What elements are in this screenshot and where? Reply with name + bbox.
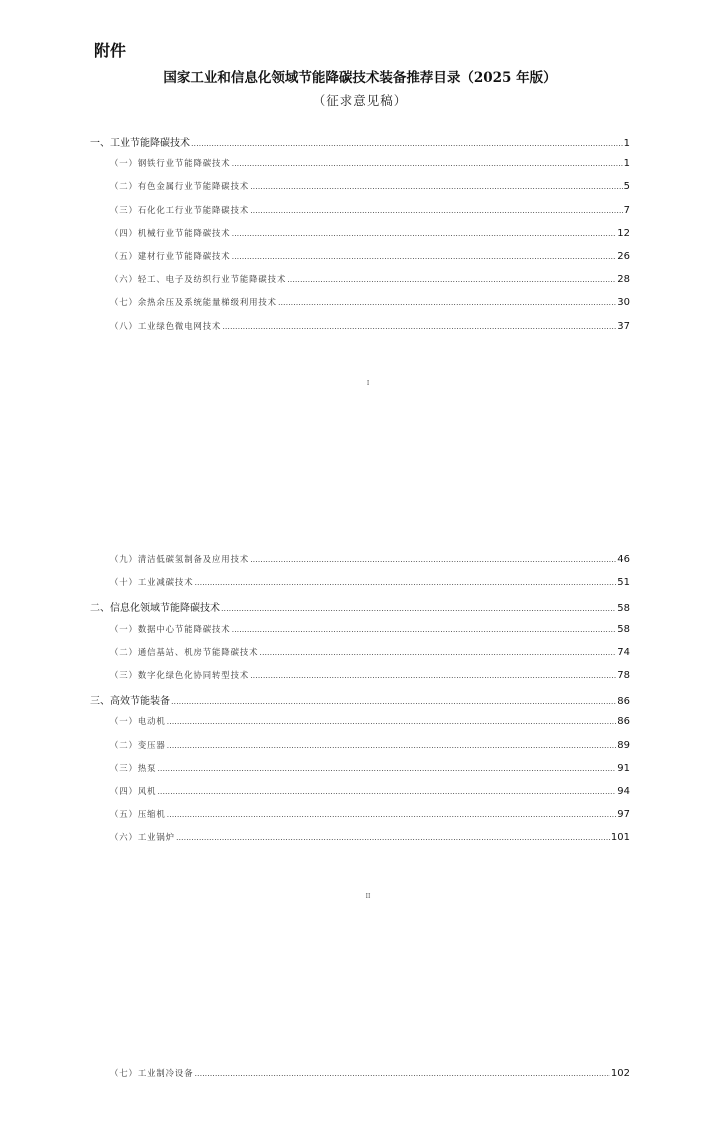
toc-entry[interactable] [90,669,630,692]
toc-entry-page: 89 [617,739,630,751]
toc-leader-dots [176,833,610,842]
toc-entry[interactable] [90,599,630,622]
toc-entry[interactable] [90,227,630,250]
toc-entry-label: （三）石化化工行业节能降碳技术 [110,204,250,215]
toc-entry-page: 94 [617,785,630,797]
toc-entry[interactable] [90,715,630,738]
toc-leader-dots [250,671,616,680]
toc-leader-dots [259,648,616,657]
toc-entry[interactable] [90,576,630,599]
toc-entry[interactable] [90,623,630,646]
toc-entry-label: （六）轻工、电子及纺织行业节能降碳技术 [110,274,287,285]
toc-entry[interactable] [90,273,630,296]
page-number-marker: II [365,893,371,900]
toc-leader-dots [250,555,616,564]
toc-entry[interactable] [90,134,630,157]
toc-entry-page: 12 [617,227,630,239]
toc-entry-label: （五）建材行业节能降碳技术 [110,250,231,261]
toc-entry-label: （二）通信基站、机房节能降碳技术 [110,646,259,657]
toc-entry-label: 一、工业节能降碳技术 [90,138,190,149]
toc-entry-page: 86 [617,696,630,708]
toc-entry-page: 7 [623,204,630,216]
toc-entry[interactable] [90,762,630,785]
toc-entry-label: 三、高效节能装备 [90,696,170,708]
toc-leader-dots [157,764,616,773]
toc-entry-label: （九）清洁低碳氢制备及应用技术 [110,554,250,564]
toc-leader-dots [191,139,623,148]
toc-entry-label: （十）工业减碳技术 [110,577,194,588]
toc-entry-page: 58 [617,603,630,615]
document-title: 国家工业和信息化领域节能降碳技术装备推荐目录（2025 年版） [163,70,557,86]
toc-entry[interactable] [90,320,630,343]
toc-entry-label: （一）数据中心节能降碳技术 [110,623,231,634]
toc-leader-dots [221,604,616,613]
toc-entry-page: 74 [617,646,630,658]
toc-entry-page: 86 [617,716,630,728]
toc-entry-label: （三）热泵 [110,762,157,773]
toc-leader-dots [167,717,617,726]
toc-entry-label: （三）数字化绿色化协同转型技术 [110,669,250,680]
toc-leader-dots [232,159,623,168]
toc-entry-page: 1 [623,158,630,170]
toc-entry[interactable] [90,646,630,669]
toc-entry[interactable] [90,1067,630,1090]
toc-leader-dots [232,229,617,238]
toc-entry[interactable] [90,157,630,180]
toc-entry-page: 91 [617,762,630,774]
toc-entry-label: （四）机械行业节能降碳技术 [110,227,231,238]
toc-entry[interactable] [90,831,630,854]
toc-section-3 [90,1067,630,1090]
toc-entry[interactable] [90,739,630,762]
toc-leader-dots [232,252,617,261]
toc-entry-label: （五）压缩机 [110,809,166,820]
toc-entry-page: 30 [617,297,630,309]
toc-section-2 [90,553,630,854]
toc-entry-label: （七）工业制冷设备 [110,1068,194,1078]
page-number-marker: I [366,380,370,387]
toc-entry-page: 5 [623,181,630,193]
toc-entry-label: （八）工业绿色微电网技术 [110,320,222,331]
toc-entry-label: （二）变压器 [110,739,166,750]
toc-entry-label: （七）余热余压及系统能量梯级利用技术 [110,297,277,308]
toc-entry-page: 26 [617,250,630,262]
toc-entry-page: 28 [617,274,630,286]
toc-entry-page: 1 [623,138,630,149]
toc-leader-dots [287,275,616,284]
toc-leader-dots [232,625,617,634]
toc-entry[interactable] [90,250,630,273]
toc-entry[interactable] [90,180,630,203]
toc-entry-label: （二）有色金属行业节能降碳技术 [110,181,250,192]
toc-entry-page: 58 [617,623,630,635]
toc-leader-dots [194,1069,609,1078]
toc-entry-label: （六）工业锅炉 [110,832,175,843]
toc-leader-dots [167,810,617,819]
toc-leader-dots [222,322,616,331]
toc-entry-label: （四）风机 [110,785,157,796]
toc-entry[interactable] [90,204,630,227]
toc-leader-dots [194,578,616,587]
toc-entry[interactable] [90,808,630,831]
toc-entry-page: 101 [610,832,630,844]
toc-leader-dots [250,182,623,191]
toc-leader-dots [167,741,617,750]
toc-entry-page: 37 [617,320,630,332]
toc-entry-page: 97 [617,809,630,821]
toc-entry[interactable] [90,296,630,319]
toc-entry[interactable] [90,553,630,576]
attachment-label: 附件 [94,41,127,60]
toc-entry-label: （一）电动机 [110,716,166,727]
toc-entry[interactable] [90,785,630,808]
toc-leader-dots [278,298,616,307]
toc-entry-page: 46 [617,554,630,565]
document-subtitle: （征求意见稿） [312,93,408,108]
toc-entry-page: 51 [617,577,630,589]
toc-entry-page: 78 [617,669,630,681]
toc-entry-label: （一）钢铁行业节能降碳技术 [110,158,231,169]
toc-entry-page: 102 [610,1068,630,1079]
toc-leader-dots [171,697,616,706]
toc-leader-dots [157,787,616,796]
toc-entry-label: 二、信息化领域节能降碳技术 [90,603,220,615]
toc-section-1 [90,134,630,343]
toc-entry[interactable] [90,692,630,715]
toc-leader-dots [250,206,623,215]
